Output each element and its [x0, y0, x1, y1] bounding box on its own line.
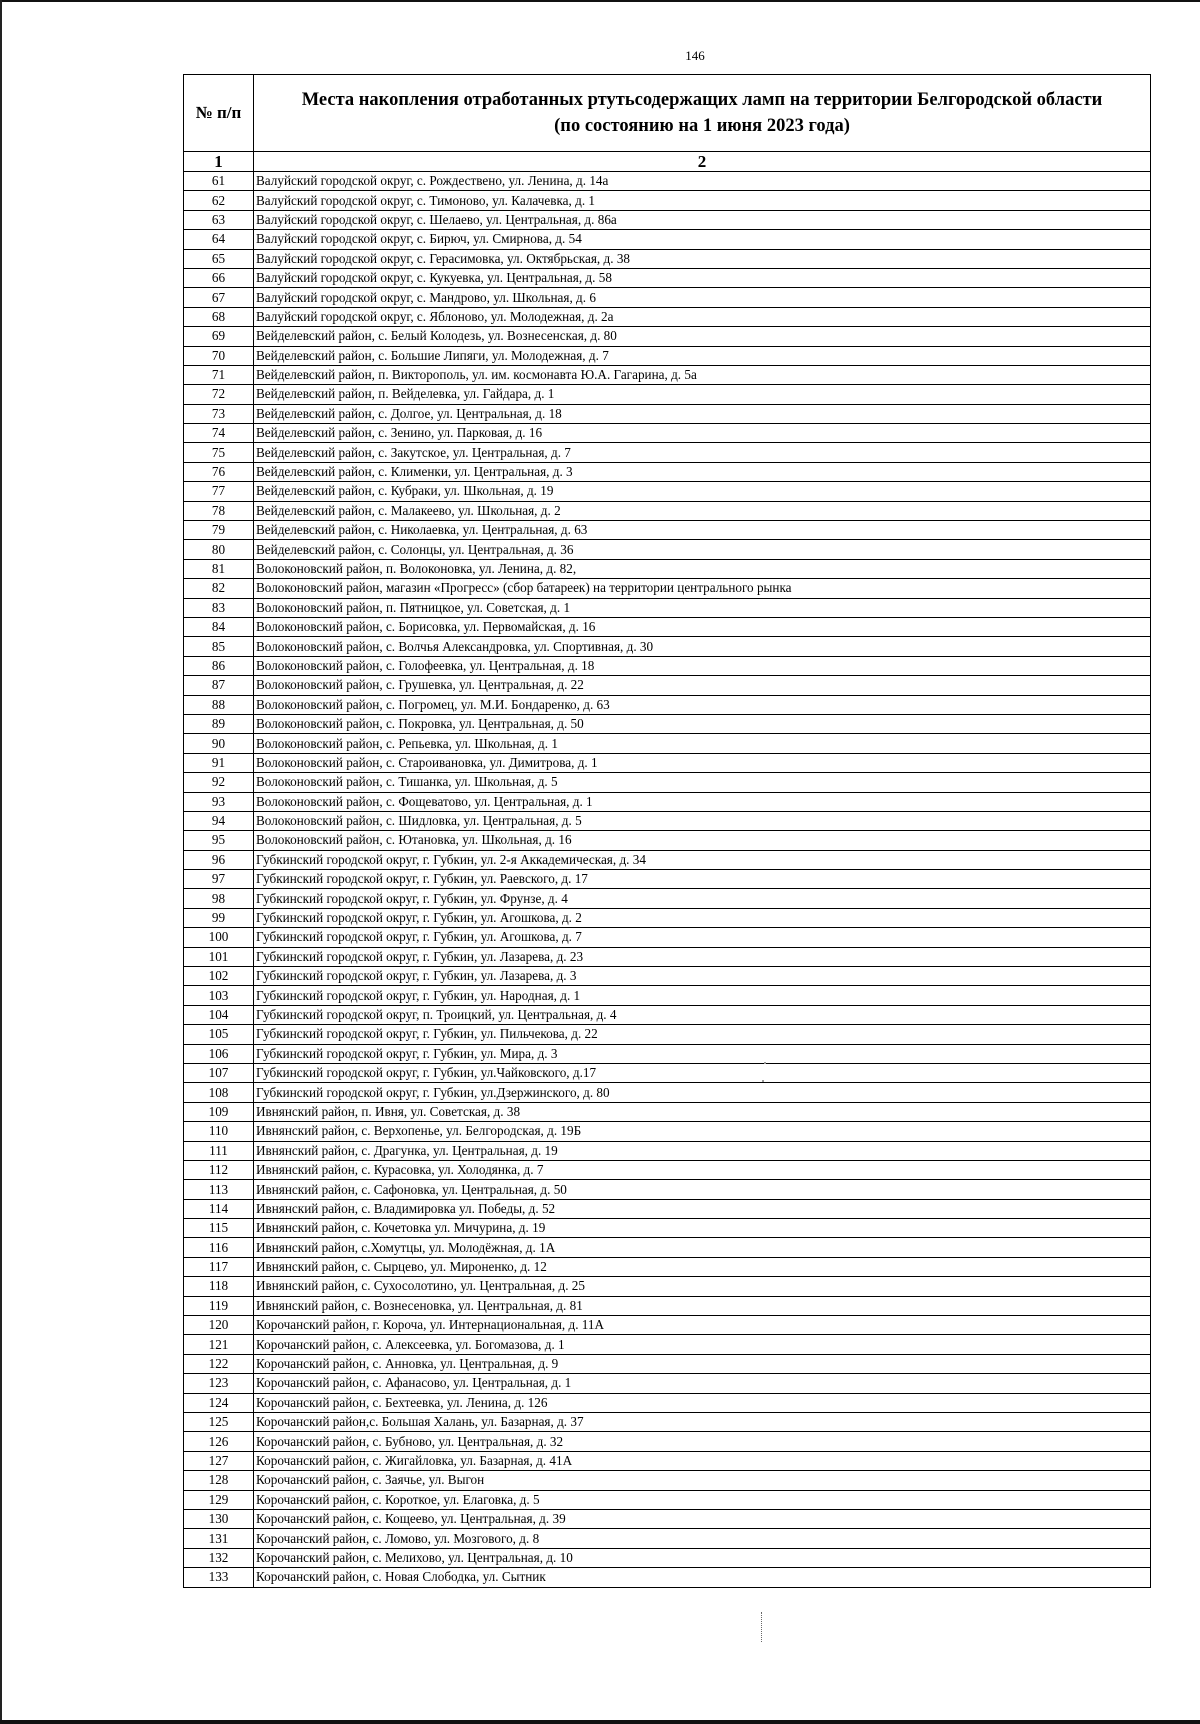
row-number: 129	[184, 1490, 254, 1509]
row-address: Вейделевский район, с. Николаевка, ул. Центральная, д. 63	[254, 521, 1151, 540]
table-row	[184, 462, 1151, 481]
row-address: Корочанский район, с. Афанасово, ул. Центральная, д. 1	[254, 1374, 1151, 1393]
row-address: Вейделевский район, с. Долгое, ул. Центральная, д. 18	[254, 404, 1151, 423]
table-row	[184, 172, 1151, 191]
row-number: 133	[184, 1568, 254, 1587]
scan-mark	[761, 1612, 762, 1642]
row-address: Губкинский городской округ, г. Губкин, ул. Мира, д. 3	[254, 1044, 1151, 1063]
locations-table	[183, 74, 1151, 1588]
row-number: 64	[184, 230, 254, 249]
table-row	[184, 1413, 1151, 1432]
row-address: Волоконовский район, с. Фощеватово, ул. Центральная, д. 1	[254, 792, 1151, 811]
row-number: 75	[184, 443, 254, 462]
row-number: 82	[184, 579, 254, 598]
row-number: 132	[184, 1548, 254, 1567]
row-address: Ивнянский район, с. Сухосолотино, ул. Центральная, д. 25	[254, 1277, 1151, 1296]
table-header-row	[184, 75, 1151, 152]
row-address: Валуйский городской округ, с. Яблоново, ул. Молодежная, д. 2а	[254, 307, 1151, 326]
row-number: 87	[184, 676, 254, 695]
row-address: Ивнянский район, с. Сырцево, ул. Мироненко, д. 12	[254, 1257, 1151, 1276]
row-address: Ивнянский район, с. Кочетовка ул. Мичурина, д. 19	[254, 1219, 1151, 1238]
table-row	[184, 1025, 1151, 1044]
scan-speck	[762, 1080, 764, 1082]
table-row	[184, 365, 1151, 384]
page-number: 146	[685, 48, 705, 63]
row-address: Волоконовский район, п. Волоконовка, ул. Ленина, д. 82,	[254, 559, 1151, 578]
table-row	[184, 1277, 1151, 1296]
row-address: Валуйский городской округ, с. Рождествено, ул. Ленина, д. 14а	[254, 172, 1151, 191]
row-address: Волоконовский район, п. Пятницкое, ул. Советская, д. 1	[254, 598, 1151, 617]
row-number: 74	[184, 424, 254, 443]
table-row	[184, 1509, 1151, 1528]
table-row	[184, 1471, 1151, 1490]
table-row	[184, 928, 1151, 947]
table-row	[184, 346, 1151, 365]
row-address: Корочанский район, г. Короча, ул. Интернациональная, д. 11А	[254, 1316, 1151, 1335]
row-number: 94	[184, 811, 254, 830]
row-number: 90	[184, 734, 254, 753]
table-row	[184, 579, 1151, 598]
row-number: 68	[184, 307, 254, 326]
row-number: 107	[184, 1063, 254, 1082]
table-row	[184, 1354, 1151, 1373]
table-row	[184, 424, 1151, 443]
table-row	[184, 1219, 1151, 1238]
row-address: Ивнянский район, с.Хомутцы, ул. Молодёжная, д. 1А	[254, 1238, 1151, 1257]
row-number: 126	[184, 1432, 254, 1451]
table-row	[184, 307, 1151, 326]
row-address: Валуйский городской округ, с. Шелаево, ул. Центральная, д. 86а	[254, 210, 1151, 229]
table-row	[184, 540, 1151, 559]
row-number: 120	[184, 1316, 254, 1335]
table-row	[184, 773, 1151, 792]
scan-speck	[764, 1062, 766, 1064]
row-address: Волоконовский район, с. Голофеевка, ул. Центральная, д. 18	[254, 656, 1151, 675]
table-row	[184, 482, 1151, 501]
row-address: Губкинский городской округ, п. Троицкий, ул. Центральная, д. 4	[254, 1005, 1151, 1024]
row-number: 97	[184, 870, 254, 889]
row-number: 71	[184, 365, 254, 384]
row-number: 131	[184, 1529, 254, 1548]
row-number: 119	[184, 1296, 254, 1315]
table-row	[184, 1160, 1151, 1179]
table-row	[184, 385, 1151, 404]
row-number: 100	[184, 928, 254, 947]
table-body	[184, 172, 1151, 1588]
row-address: Вейделевский район, п. Вейделевка, ул. Гайдара, д. 1	[254, 385, 1151, 404]
row-address: Вейделевский район, с. Клименки, ул. Центральная, д. 3	[254, 462, 1151, 481]
table-row	[184, 967, 1151, 986]
row-address: Губкинский городской округ, г. Губкин, ул. Агошкова, д. 2	[254, 908, 1151, 927]
row-number: 65	[184, 249, 254, 268]
row-number: 95	[184, 831, 254, 850]
table-row	[184, 288, 1151, 307]
table-row	[184, 1044, 1151, 1063]
table-row	[184, 1548, 1151, 1567]
row-address: Вейделевский район, с. Кубраки, ул. Школьная, д. 19	[254, 482, 1151, 501]
table-row	[184, 268, 1151, 287]
row-address: Корочанский район, с. Кощеево, ул. Центральная, д. 39	[254, 1509, 1151, 1528]
table-row	[184, 249, 1151, 268]
row-number: 91	[184, 753, 254, 772]
row-address: Валуйский городской округ, с. Кукуевка, ул. Центральная, д. 58	[254, 268, 1151, 287]
table-row	[184, 598, 1151, 617]
row-number: 61	[184, 172, 254, 191]
row-address: Волоконовский район, магазин «Прогресс» (сбор батареек) на территории центрального рынка	[254, 579, 1151, 598]
row-number: 110	[184, 1122, 254, 1141]
row-address: Губкинский городской округ, г. Губкин, ул. Раевского, д. 17	[254, 870, 1151, 889]
row-address: Вейделевский район, с. Зенино, ул. Парковая, д. 16	[254, 424, 1151, 443]
row-number: 70	[184, 346, 254, 365]
row-address: Волоконовский район, с. Ютановка, ул. Школьная, д. 16	[254, 831, 1151, 850]
table-row	[184, 443, 1151, 462]
row-number: 124	[184, 1393, 254, 1412]
table-row	[184, 210, 1151, 229]
row-number: 109	[184, 1102, 254, 1121]
row-number: 63	[184, 210, 254, 229]
table-row	[184, 617, 1151, 636]
row-number: 113	[184, 1180, 254, 1199]
row-number: 78	[184, 501, 254, 520]
row-address: Ивнянский район, п. Ивня, ул. Советская, д. 38	[254, 1102, 1151, 1121]
header-title	[254, 75, 1151, 152]
table-row	[184, 404, 1151, 423]
table-row	[184, 753, 1151, 772]
row-number: 85	[184, 637, 254, 656]
table-row	[184, 1083, 1151, 1102]
row-number: 92	[184, 773, 254, 792]
table-row	[184, 1335, 1151, 1354]
row-address: Губкинский городской округ, г. Губкин, ул.Дзержинского, д. 80	[254, 1083, 1151, 1102]
row-number: 125	[184, 1413, 254, 1432]
row-address: Волоконовский район, с. Погромец, ул. М.И. Бондаренко, д. 63	[254, 695, 1151, 714]
header-title-line-2: (по состоянию на 1 июня 2023 года)	[554, 116, 850, 136]
row-address: Волоконовский район, с. Покровка, ул. Центральная, д. 50	[254, 714, 1151, 733]
row-number: 102	[184, 967, 254, 986]
table-row	[184, 986, 1151, 1005]
row-number: 73	[184, 404, 254, 423]
table-row	[184, 1199, 1151, 1218]
row-number: 115	[184, 1219, 254, 1238]
row-address: Губкинский городской округ, г. Губкин, ул. Агошкова, д. 7	[254, 928, 1151, 947]
row-address: Ивнянский район, с. Владимировка ул. Победы, д. 52	[254, 1199, 1151, 1218]
row-number: 76	[184, 462, 254, 481]
row-address: Корочанский район, с. Заячье, ул. Выгон	[254, 1471, 1151, 1490]
table-row	[184, 1490, 1151, 1509]
row-address: Волоконовский район, с. Репьевка, ул. Школьная, д. 1	[254, 734, 1151, 753]
table-row	[184, 327, 1151, 346]
row-number: 118	[184, 1277, 254, 1296]
header-title-line-1: Места накопления отработанных ртутьсодержащих ламп на территории Белгородской области	[301, 90, 1103, 110]
row-number: 80	[184, 540, 254, 559]
row-address: Губкинский городской округ, г. Губкин, ул. Фрунзе, д. 4	[254, 889, 1151, 908]
row-address: Волоконовский район, с. Староивановка, ул. Димитрова, д. 1	[254, 753, 1151, 772]
table-row	[184, 734, 1151, 753]
table-row	[184, 1180, 1151, 1199]
row-number: 105	[184, 1025, 254, 1044]
row-number: 101	[184, 947, 254, 966]
row-address: Корочанский район, с. Алексеевка, ул. Богомазова, д. 1	[254, 1335, 1151, 1354]
table-row	[184, 1374, 1151, 1393]
row-number: 83	[184, 598, 254, 617]
row-address: Корочанский район, с. Ломово, ул. Мозгового, д. 8	[254, 1529, 1151, 1548]
row-address: Волоконовский район, с. Грушевка, ул. Центральная, д. 22	[254, 676, 1151, 695]
row-address: Губкинский городской округ, г. Губкин, ул. Лазарева, д. 23	[254, 947, 1151, 966]
row-address: Вейделевский район, с. Солонцы, ул. Центральная, д. 36	[254, 540, 1151, 559]
row-address: Корочанский район,с. Большая Халань, ул. Базарная, д. 37	[254, 1413, 1151, 1432]
column-number-row	[184, 152, 1151, 172]
table-row	[184, 637, 1151, 656]
row-address: Губкинский городской округ, г. Губкин, ул. 2-я Аккадемическая, д. 34	[254, 850, 1151, 869]
row-number: 117	[184, 1257, 254, 1276]
row-number: 112	[184, 1160, 254, 1179]
table-row	[184, 656, 1151, 675]
table-row	[184, 191, 1151, 210]
row-number: 93	[184, 792, 254, 811]
row-address: Волоконовский район, с. Шидловка, ул. Центральная, д. 5	[254, 811, 1151, 830]
row-number: 130	[184, 1509, 254, 1528]
table-row	[184, 792, 1151, 811]
table-row	[184, 1141, 1151, 1160]
row-address: Волоконовский район, с. Тишанка, ул. Школьная, д. 5	[254, 773, 1151, 792]
row-number: 89	[184, 714, 254, 733]
row-address: Губкинский городской округ, г. Губкин, ул. Лазарева, д. 3	[254, 967, 1151, 986]
row-address: Корочанский район, с. Бубново, ул. Центральная, д. 32	[254, 1432, 1151, 1451]
row-number: 106	[184, 1044, 254, 1063]
row-number: 116	[184, 1238, 254, 1257]
table-row	[184, 501, 1151, 520]
row-address: Вейделевский район, с. Большие Липяги, ул. Молодежная, д. 7	[254, 346, 1151, 365]
row-number: 123	[184, 1374, 254, 1393]
row-address: Губкинский городской округ, г. Губкин, ул. Пильчекова, д. 22	[254, 1025, 1151, 1044]
table-row	[184, 1063, 1151, 1082]
row-number: 98	[184, 889, 254, 908]
row-number: 111	[184, 1141, 254, 1160]
row-number: 122	[184, 1354, 254, 1373]
table-row	[184, 1316, 1151, 1335]
table-row	[184, 1005, 1151, 1024]
table-row	[184, 889, 1151, 908]
row-number: 114	[184, 1199, 254, 1218]
table-row	[184, 714, 1151, 733]
row-address: Ивнянский район, с. Верхопенье, ул. Белгородская, д. 19Б	[254, 1122, 1151, 1141]
table-row	[184, 1296, 1151, 1315]
table-row	[184, 1257, 1151, 1276]
table-row	[184, 811, 1151, 830]
table-row	[184, 1568, 1151, 1587]
table-row	[184, 695, 1151, 714]
row-number: 66	[184, 268, 254, 287]
row-address: Корочанский район, с. Новая Слободка, ул. Сытник	[254, 1568, 1151, 1587]
table-row	[184, 850, 1151, 869]
row-address: Ивнянский район, с. Вознесеновка, ул. Центральная, д. 81	[254, 1296, 1151, 1315]
row-number: 103	[184, 986, 254, 1005]
row-address: Валуйский городской округ, с. Мандрово, ул. Школьная, д. 6	[254, 288, 1151, 307]
row-number: 81	[184, 559, 254, 578]
row-number: 77	[184, 482, 254, 501]
row-address: Волоконовский район, с. Борисовка, ул. Первомайская, д. 16	[254, 617, 1151, 636]
row-address: Корочанский район, с. Короткое, ул. Елаговка, д. 5	[254, 1490, 1151, 1509]
row-number: 121	[184, 1335, 254, 1354]
table-row	[184, 676, 1151, 695]
table-row	[184, 1238, 1151, 1257]
row-address: Корочанский район, с. Бехтеевка, ул. Ленина, д. 126	[254, 1393, 1151, 1412]
table-row	[184, 908, 1151, 927]
table-row	[184, 1432, 1151, 1451]
row-number: 86	[184, 656, 254, 675]
row-address: Валуйский городской округ, с. Герасимовка, ул. Октябрьская, д. 38	[254, 249, 1151, 268]
row-address: Вейделевский район, п. Викторополь, ул. им. космонавта Ю.А. Гагарина, д. 5а	[254, 365, 1151, 384]
row-number: 69	[184, 327, 254, 346]
table-row	[184, 1102, 1151, 1121]
row-address: Волоконовский район, с. Волчья Александровка, ул. Спортивная, д. 30	[254, 637, 1151, 656]
table-row	[184, 1529, 1151, 1548]
row-number: 79	[184, 521, 254, 540]
row-address: Корочанский район, с. Анновка, ул. Центральная, д. 9	[254, 1354, 1151, 1373]
scan-edge-left	[0, 0, 2, 1724]
row-number: 108	[184, 1083, 254, 1102]
row-number: 62	[184, 191, 254, 210]
scan-edge-top	[0, 0, 1200, 2]
row-address: Вейделевский район, с. Закутское, ул. Центральная, д. 7	[254, 443, 1151, 462]
row-number: 96	[184, 850, 254, 869]
row-number: 84	[184, 617, 254, 636]
row-address: Ивнянский район, с. Курасовка, ул. Холодянка, д. 7	[254, 1160, 1151, 1179]
scan-edge-bottom	[0, 1720, 1200, 1724]
row-address: Ивнянский район, с. Драгунка, ул. Центральная, д. 19	[254, 1141, 1151, 1160]
table-row	[184, 1122, 1151, 1141]
row-number: 88	[184, 695, 254, 714]
row-address: Губкинский городской округ, г. Губкин, ул. Народная, д. 1	[254, 986, 1151, 1005]
row-address: Ивнянский район, с. Сафоновка, ул. Центральная, д. 50	[254, 1180, 1151, 1199]
table-row	[184, 870, 1151, 889]
row-number: 128	[184, 1471, 254, 1490]
row-number: 72	[184, 385, 254, 404]
table-row	[184, 1451, 1151, 1470]
row-number: 99	[184, 908, 254, 927]
table-row	[184, 947, 1151, 966]
table-row	[184, 559, 1151, 578]
table-row	[184, 1393, 1151, 1412]
table-row	[184, 831, 1151, 850]
row-address: Губкинский городской округ, г. Губкин, ул.Чайковского, д.17	[254, 1063, 1151, 1082]
row-address: Валуйский городской округ, с. Бирюч, ул. Смирнова, д. 54	[254, 230, 1151, 249]
row-address: Вейделевский район, с. Малакеево, ул. Школьная, д. 2	[254, 501, 1151, 520]
row-address: Валуйский городской округ, с. Тимоново, ул. Калачевка, д. 1	[254, 191, 1151, 210]
row-address: Корочанский район, с. Мелихово, ул. Центральная, д. 10	[254, 1548, 1151, 1567]
row-number: 67	[184, 288, 254, 307]
table-row	[184, 230, 1151, 249]
row-address: Вейделевский район, с. Белый Колодезь, ул. Вознесенская, д. 80	[254, 327, 1151, 346]
header-number-column: № п/п	[184, 75, 254, 152]
row-number: 104	[184, 1005, 254, 1024]
table-row	[184, 521, 1151, 540]
row-address: Корочанский район, с. Жигайловка, ул. Базарная, д. 41А	[254, 1451, 1151, 1470]
column-number-2: 2	[254, 152, 1151, 172]
column-number-1: 1	[184, 152, 254, 172]
row-number: 127	[184, 1451, 254, 1470]
